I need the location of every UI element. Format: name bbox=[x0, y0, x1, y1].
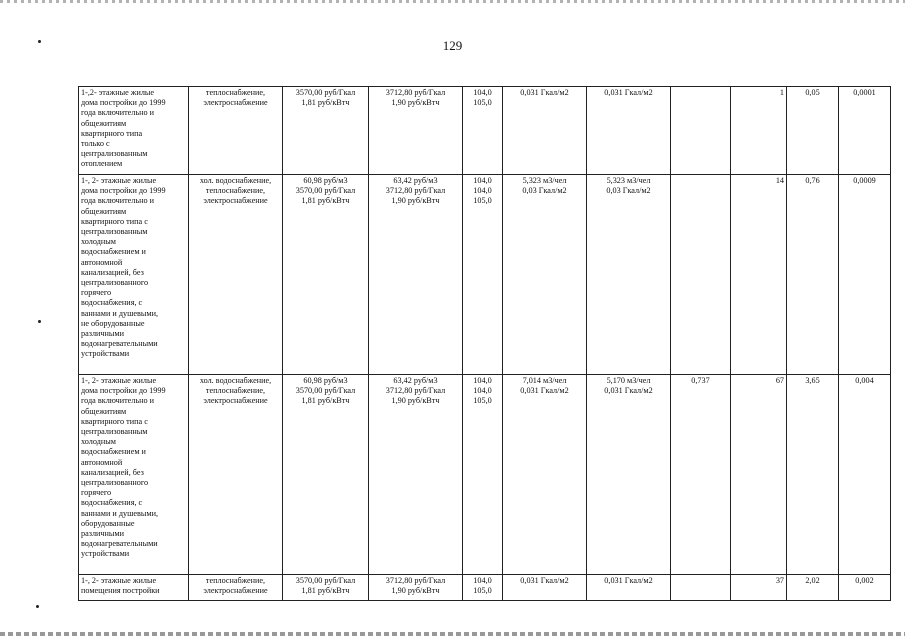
cell-count-text: 37 bbox=[775, 576, 784, 585]
cell-share bbox=[839, 575, 891, 601]
cell-count bbox=[731, 375, 787, 575]
scan-speck bbox=[36, 605, 39, 608]
cell-description bbox=[79, 87, 189, 175]
cell-norm-a-text: 7,014 м3/чел 0,031 Гкал/м2 bbox=[520, 376, 569, 396]
cell-services-text: хол. водоснабжение, теплоснабжение, электроснабжение bbox=[199, 376, 272, 406]
cell-share-text: 0,0009 bbox=[853, 176, 876, 185]
cell-share bbox=[839, 175, 891, 375]
cell-description-text: 1-, 2- этажные жилые помещения постройки bbox=[81, 576, 160, 596]
cell-services-text: теплоснабжение, электроснабжение bbox=[203, 88, 268, 108]
cell-tariff-current-text: 3570,00 руб/Гкал 1,81 руб/кВтч bbox=[295, 88, 356, 108]
cell-tariff-current-text: 60,98 руб/м3 3570,00 руб/Гкал 1,81 руб/кВтч bbox=[295, 376, 356, 406]
cell-percent bbox=[787, 175, 839, 375]
cell-tariff-new-text: 63,42 руб/м3 3712,80 руб/Гкал 1,90 руб/кВтч bbox=[385, 376, 446, 406]
cell-coefficient bbox=[671, 575, 731, 601]
cell-count-text: 1 bbox=[779, 88, 784, 97]
cell-services-text: теплоснабжение, электроснабжение bbox=[203, 576, 268, 596]
cell-percent-text: 0,05 bbox=[805, 88, 820, 97]
table-body bbox=[79, 87, 891, 601]
cell-norm-b bbox=[587, 375, 671, 575]
table-row bbox=[79, 575, 891, 601]
cell-description-text: 1-, 2- этажные жилые дома постройки до 1999 года включительно и общежитиям квартирного типа с централизованным холодным водоснабжением и автономной канализацией, без централизованного горячего водоснабжения, с ваннами и душевыми, оборудованные различными водонагревательными устройствами bbox=[81, 376, 166, 559]
cell-percent bbox=[787, 575, 839, 601]
cell-tariff-current bbox=[283, 375, 369, 575]
cell-percent bbox=[787, 87, 839, 175]
cell-norm-a bbox=[503, 375, 587, 575]
table-row bbox=[79, 375, 891, 575]
cell-coefficient bbox=[671, 375, 731, 575]
cell-tariff-current bbox=[283, 87, 369, 175]
cell-norm-b-text: 0,031 Гкал/м2 bbox=[604, 88, 653, 97]
cell-norm-a bbox=[503, 175, 587, 375]
cell-norm-b-text: 5,170 м3/чел 0,031 Гкал/м2 bbox=[604, 376, 653, 396]
cell-count-text: 67 bbox=[775, 376, 784, 385]
cell-description-text: 1-, 2- этажные жилые дома постройки до 1999 года включительно и общежитиям квартирного типа с централизованным холодным водоснабжением и автономной канализацией, без централизованного горячего водоснабжения, с ваннами и душевыми, не оборудованные различными водонагревательными устройствами bbox=[81, 176, 166, 359]
cell-norm-b bbox=[587, 175, 671, 375]
cell-index-text: 104,0 105,0 bbox=[473, 88, 492, 108]
cell-count-text: 14 bbox=[775, 176, 784, 185]
cell-tariff-new-text: 3712,80 руб/Гкал 1,90 руб/кВтч bbox=[385, 576, 446, 596]
cell-percent-text: 0,76 bbox=[805, 176, 820, 185]
tariff-table bbox=[78, 86, 891, 601]
cell-description bbox=[79, 575, 189, 601]
table-row bbox=[79, 175, 891, 375]
cell-tariff-new bbox=[369, 87, 463, 175]
cell-share bbox=[839, 375, 891, 575]
cell-norm-a-text: 0,031 Гкал/м2 bbox=[520, 88, 569, 97]
cell-norm-b bbox=[587, 575, 671, 601]
cell-services bbox=[189, 575, 283, 601]
cell-share-text: 0,004 bbox=[855, 376, 874, 385]
cell-coefficient-text: 0,737 bbox=[691, 376, 710, 385]
cell-percent-text: 3,65 bbox=[805, 376, 820, 385]
page-number: 129 bbox=[442, 38, 463, 53]
cell-tariff-current-text: 60,98 руб/м3 3570,00 руб/Гкал 1,81 руб/кВтч bbox=[295, 176, 356, 206]
scan-top-edge bbox=[0, 0, 905, 3]
cell-count bbox=[731, 575, 787, 601]
cell-norm-b-text: 0,031 Гкал/м2 bbox=[604, 576, 653, 585]
cell-tariff-new bbox=[369, 175, 463, 375]
cell-index bbox=[463, 175, 503, 375]
cell-count bbox=[731, 87, 787, 175]
cell-norm-a-text: 0,031 Гкал/м2 bbox=[520, 576, 569, 585]
cell-norm-a-text: 5,323 м3/чел 0,03 Гкал/м2 bbox=[522, 176, 567, 196]
scan-speck bbox=[38, 320, 41, 323]
cell-coefficient bbox=[671, 175, 731, 375]
cell-tariff-new bbox=[369, 375, 463, 575]
cell-share bbox=[839, 87, 891, 175]
cell-tariff-current bbox=[283, 575, 369, 601]
cell-coefficient bbox=[671, 87, 731, 175]
cell-index bbox=[463, 87, 503, 175]
cell-share-text: 0,0001 bbox=[853, 88, 876, 97]
cell-norm-b bbox=[587, 87, 671, 175]
cell-services bbox=[189, 87, 283, 175]
cell-tariff-new-text: 63,42 руб/м3 3712,80 руб/Гкал 1,90 руб/кВтч bbox=[385, 176, 446, 206]
cell-description bbox=[79, 375, 189, 575]
cell-index bbox=[463, 375, 503, 575]
cell-description-text: 1-,2- этажные жилые дома постройки до 1999 года включительно и общежитиям квартирного типа только с централизованным отоплением bbox=[81, 88, 166, 169]
cell-tariff-current-text: 3570,00 руб/Гкал 1,81 руб/кВтч bbox=[295, 576, 356, 596]
cell-count bbox=[731, 175, 787, 375]
cell-index bbox=[463, 575, 503, 601]
cell-tariff-new bbox=[369, 575, 463, 601]
cell-tariff-new-text: 3712,80 руб/Гкал 1,90 руб/кВтч bbox=[385, 88, 446, 108]
cell-share-text: 0,002 bbox=[855, 576, 874, 585]
cell-description bbox=[79, 175, 189, 375]
cell-index-text: 104,0 104,0 105,0 bbox=[473, 176, 492, 206]
cell-norm-b-text: 5,323 м3/чел 0,03 Гкал/м2 bbox=[606, 176, 651, 196]
cell-index-text: 104,0 104,0 105,0 bbox=[473, 376, 492, 406]
cell-index-text: 104,0 105,0 bbox=[473, 576, 492, 596]
cell-services-text: хол. водоснабжение, теплоснабжение, электроснабжение bbox=[199, 176, 272, 206]
cell-services bbox=[189, 175, 283, 375]
cell-norm-a bbox=[503, 575, 587, 601]
scan-bottom-edge bbox=[0, 632, 905, 636]
cell-tariff-current bbox=[283, 175, 369, 375]
table-row bbox=[79, 87, 891, 175]
cell-services bbox=[189, 375, 283, 575]
cell-percent-text: 2,02 bbox=[805, 576, 820, 585]
cell-percent bbox=[787, 375, 839, 575]
cell-norm-a bbox=[503, 87, 587, 175]
